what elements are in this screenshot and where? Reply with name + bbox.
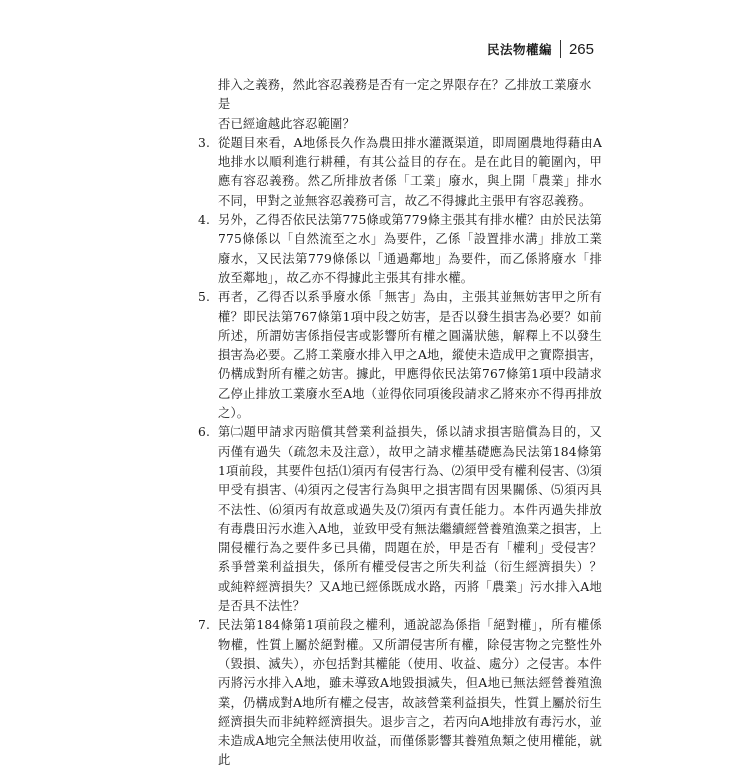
header-divider [560, 40, 561, 58]
page-number: 265 [568, 40, 594, 58]
item-number: 6. [198, 425, 211, 440]
running-title: 民法物權編 [486, 42, 552, 57]
page-body [198, 76, 602, 771]
list-item-4 [198, 211, 602, 288]
list-item-5 [198, 288, 602, 423]
page-header [487, 36, 594, 62]
item-text: 民法第184條第1項前段之權利，通說認為係指「絕對權」，所有權係物權，性質上屬於絕對權。又所謂侵害所有權，除侵害物之完整性外（毀損、滅失），亦包括對其權能（使用、收益、處分）之侵害。本件丙將污水排入A地，雖未導致A地毀損滅失，但A地已無法經營養殖漁業，仍構成對A地所有權之侵害，故該營業利益損失，性質上屬於衍生經濟損失而非純粹經濟損失。退步言之，若丙向A地排放有毒污水，並未造成A地完全無法使用收益，而僅係影響其養殖魚類之使用權能，就此 [218, 618, 602, 768]
item-number: 3. [198, 135, 211, 150]
intro-paragraph [198, 76, 602, 134]
item-number: 5. [198, 290, 211, 305]
intro-line-1: 排入之義務，然此容忍義務是否有一定之界限存在？乙排放工業廢水是 [218, 78, 592, 112]
item-text: 第㈡題甲請求丙賠償其營業利益損失，係以請求損害賠償為目的，又丙僅有過失（疏忽未及注意），故甲之請求權基礎應為民法第184條第1項前段，其要件包括⑴須丙有侵害行為、⑵須甲受有權利侵害、⑶須甲受有損害、⑷須丙之侵害行為與甲之損害間有因果關係、⑸須丙具不法性、⑹須丙有故意或過失及⑺須丙有責任能力。本件丙過失排放有毒農田污水進入A地，並致甲受有無法繼續經營養殖漁業之損害，上開侵權行為之要件多已具備，問題在於，甲是否有「權利」受侵害？系爭營業利益損失，係所有權受侵害之所失利益（衍生經濟損失）？或純粹經濟損失？又A地已經係既成水路，丙將「農業」污水排入A地是否具不法性？ [218, 425, 602, 614]
item-text: 再者，乙得否以系爭廢水係「無害」為由，主張其並無妨害甲之所有權？即民法第767條第1項中段之妨害，是否以發生損害為必要？如前所述，所謂妨害係指侵害或影響所有權之圓滿狀態，解釋上不以發生損害為必要。乙將工業廢水排入甲之A地，縱使未造成甲之實際損害，仍構成對所有權之妨害。據此，甲應得依民法第767條第1項中段請求乙停止排放工業廢水至A地（並得依同項後段請求乙將來亦不得再排放之）。 [218, 290, 602, 421]
list-item-3 [198, 134, 602, 211]
item-number: 4. [198, 213, 211, 228]
item-number: 7. [198, 618, 211, 633]
list-item-7 [198, 616, 602, 770]
list-item-6 [198, 423, 602, 616]
item-text: 另外，乙得否依民法第775條或第779條主張其有排水權？由於民法第775條係以「自然流至之水」為要件，乙係「設置排水溝」排放工業廢水，又民法第779條係以「通過鄰地」為要件，而乙係將廢水「排放至鄰地」，故乙亦不得據此主張其有排水權。 [218, 213, 602, 285]
intro-line-2: 否已經逾越此容忍範圍？ [218, 116, 355, 131]
item-text: 從題目來看，A地係長久作為農田排水灌溉渠道，即周圍農地得藉由A地排水以順利進行耕種，有其公益目的存在。是在此目的範圍內，甲應有容忍義務。然乙所排放者係「工業」廢水，與上開「農業」排水不同，甲對之並無容忍義務可言，故乙不得據此主張甲有容忍義務。 [218, 135, 602, 208]
